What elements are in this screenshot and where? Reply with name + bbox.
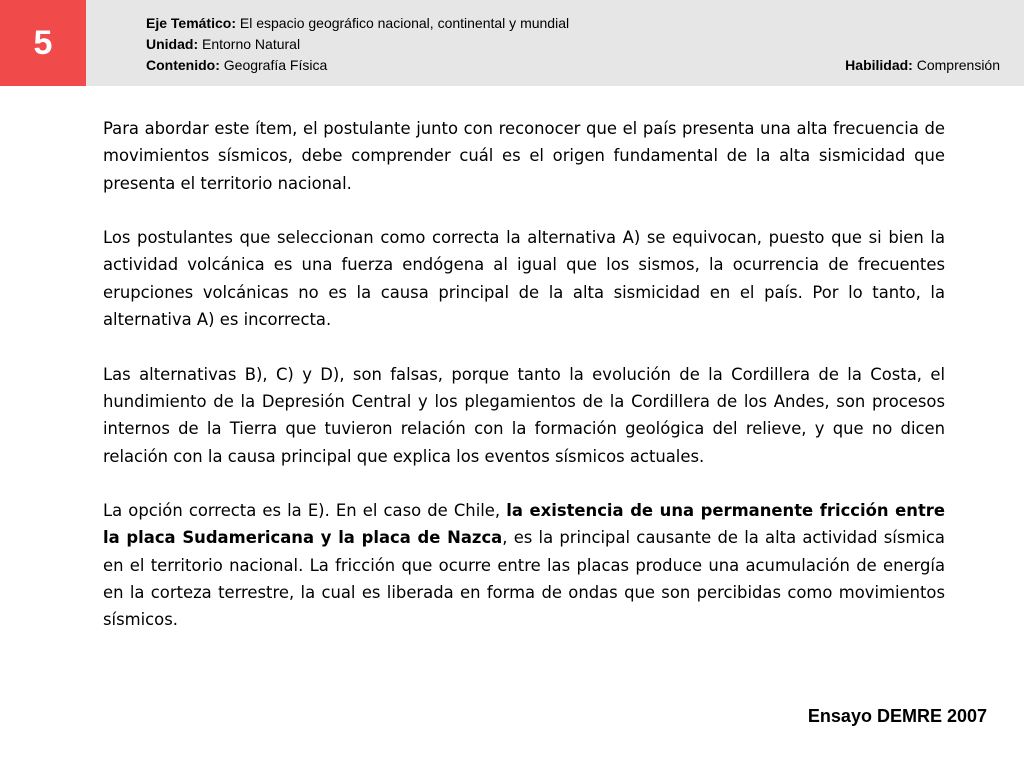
unidad-label: Unidad: <box>146 36 199 52</box>
contenido-line <box>146 55 569 76</box>
paragraph-4-end: , es la principal causante de la alta actividad sísmica en el territorio nacional. La fricción que ocurre entre las placas produce una acumulación de energía en la corteza terrestre, la cual es liberada en forma de ondas que son percibidas como movimientos sísmicos. <box>103 528 945 630</box>
unidad-value: Entorno Natural <box>202 36 301 52</box>
paragraph-4-bold: la existencia de una permanente fricción entre la placa Sudamericana y la placa de Nazca <box>103 501 946 548</box>
paragraph-2: Los postulantes que seleccionan como correcta la alternativa A) se equivocan, puesto que si bien la actividad volcánica es una fuerza endógena al igual que los sismos, la ocurrencia de frecuentes erupciones volcánicas no es la causa principal de la alta sismicidad en el país. Por lo tanto, la alternativa A) es incorrecta. <box>103 228 945 330</box>
explanation-text <box>103 115 945 661</box>
header-bar <box>0 0 1024 86</box>
question-number-badge <box>0 0 86 86</box>
eje-line <box>146 13 569 34</box>
habilidad-line <box>845 55 1000 76</box>
question-number: 5 <box>33 23 53 62</box>
eje-label: Eje Temático: <box>146 15 236 31</box>
paragraph-4-start: La opción correcta es la E). En el caso de Chile, <box>103 501 507 521</box>
paragraph-3: Las alternativas B), C) y D), son falsas, porque tanto la evolución de la Cordillera de la Costa, el hundimiento de la Depresión Central y los plegamientos de la Cordillera de los Andes, son procesos internos de la Tierra que tuvieron relación con la formación geológica del relieve, y que no dicen relación con la causa principal que explica los eventos sísmicos actuales. <box>103 364 945 466</box>
paragraph-4 <box>103 497 945 633</box>
contenido-label: Contenido: <box>146 57 220 73</box>
paragraph-1: Para abordar este ítem, el postulante junto con reconocer que el país presenta una alta frecuencia de movimientos sísmicos, debe comprender cuál es el origen fundamental de la alta sismicidad que presenta el territorio nacional. <box>103 119 945 193</box>
eje-value: El espacio geográfico nacional, continental y mundial <box>239 15 570 31</box>
unidad-line <box>146 34 569 55</box>
habilidad-value: Comprensión <box>916 57 1000 73</box>
habilidad-label: Habilidad: <box>845 57 913 73</box>
source-footer: Ensayo DEMRE 2007 <box>807 706 987 726</box>
contenido-value: Geografía Física <box>223 57 328 73</box>
topic-meta <box>146 13 569 76</box>
